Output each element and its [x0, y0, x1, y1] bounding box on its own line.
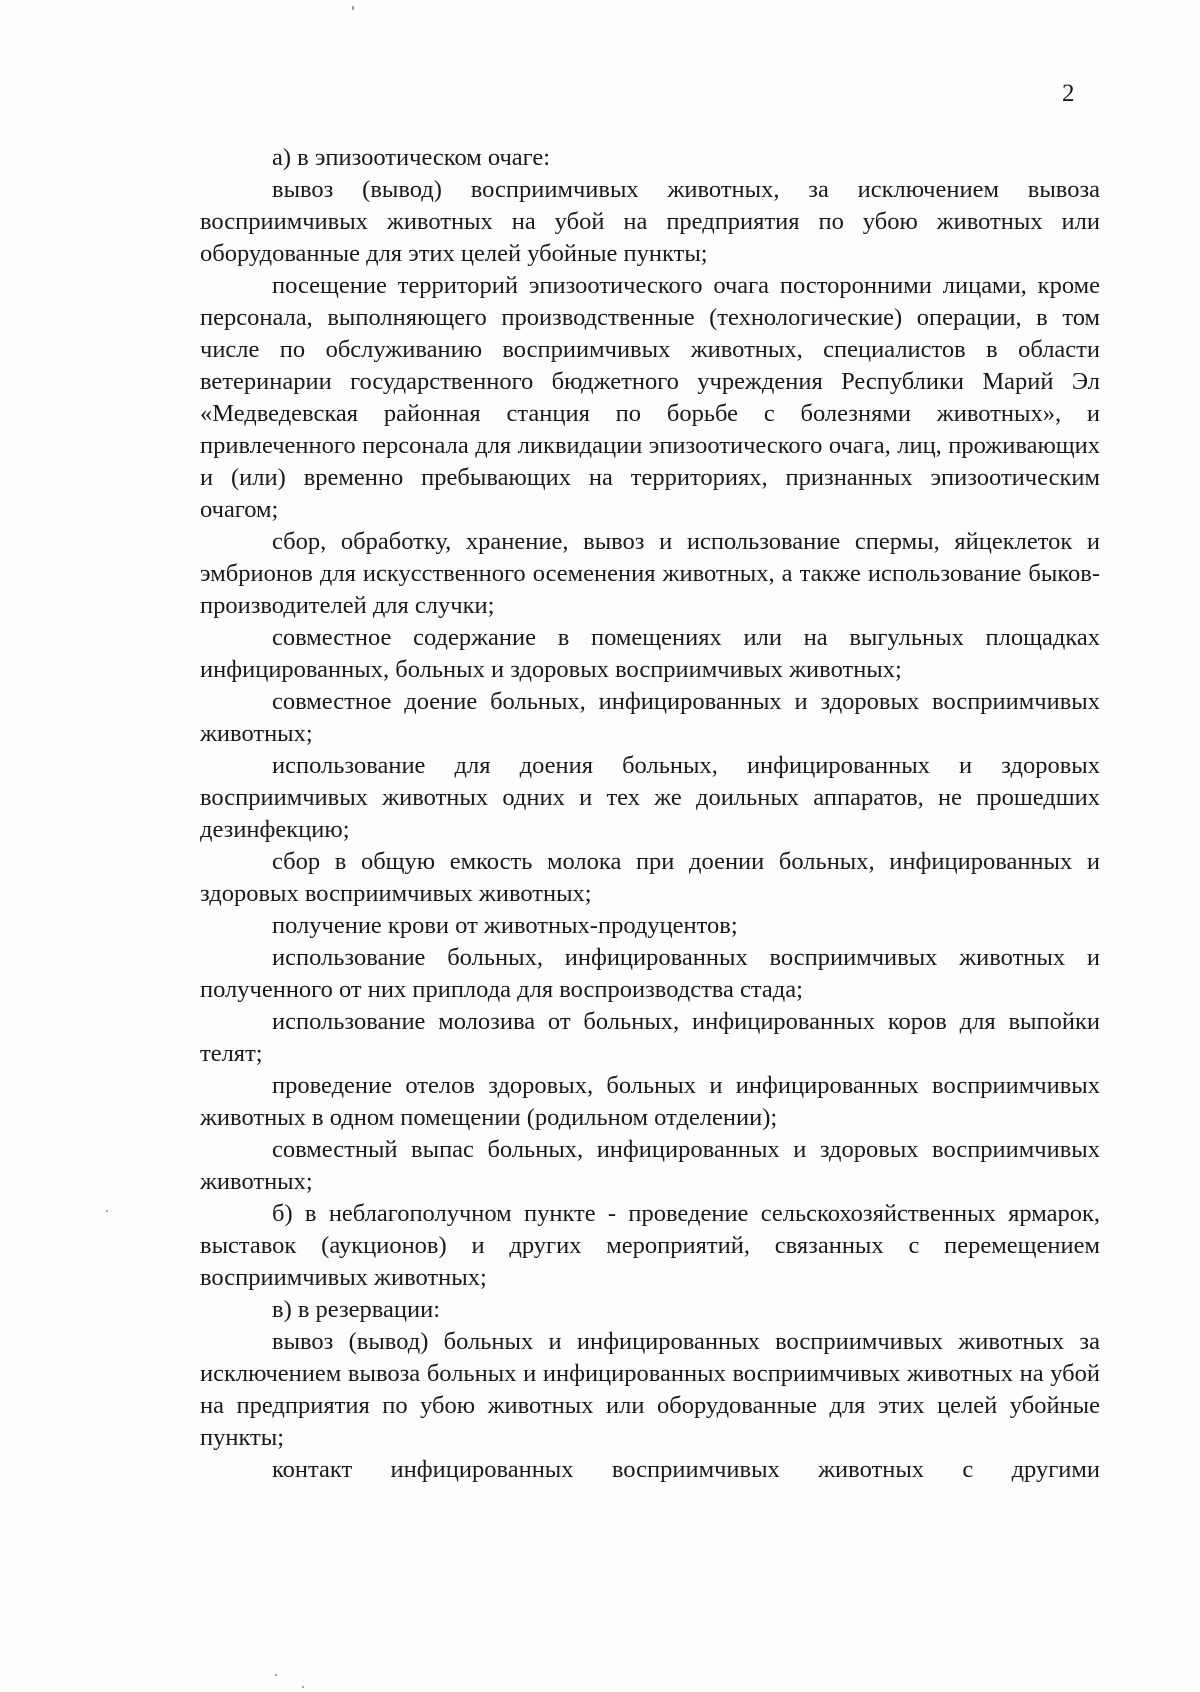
paragraph: б) в неблагополучном пункте - проведение сельскохозяйственных ярмарок, выставок (аукционов) и других мероприятий, связанных с перемещением восприимчивых животных; [200, 1200, 1100, 1291]
paragraph: посещение территорий эпизоотического очага посторонними лицами, кроме персонала, выполняющего производственные (технологические) операции, в том числе по обслуживанию восприимчивых животных, специалистов в области ветеринарии государственного бюджетного учреждения Республики Марий Эл «Медведевская районная станция по борьбе с болезнями животных», и привлеченного персонала для ликвидации эпизоотического очага, лиц, проживающих и (или) временно пребывающих на территориях, признанных эпизоотическим очагом; [200, 272, 1100, 523]
paragraph: совместное доение больных, инфицированных и здоровых восприимчивых животных; [200, 688, 1100, 747]
page-number: 2 [1062, 80, 1075, 107]
document-body [200, 142, 1100, 1486]
paragraph: использование для доения больных, инфицированных и здоровых восприимчивых животных одних и тех же доильных аппаратов, не прошедших дезинфекцию; [200, 752, 1100, 843]
scan-speck [352, 6, 354, 10]
paragraph: контакт инфицированных восприимчивых животных с другими [272, 1456, 1100, 1483]
paragraph: использование молозива от больных, инфицированных коров для выпойки телят; [200, 1008, 1100, 1067]
paragraph: а) в эпизоотическом очаге: [272, 144, 551, 171]
scan-speck [106, 1210, 108, 1212]
scan-speck [275, 1674, 277, 1676]
paragraph: вывоз (вывод) больных и инфицированных восприимчивых животных за исключением вывоза больных и инфицированных восприимчивых животных на убой на предприятия по убою животных или оборудованные для этих целей убойные пункты; [200, 1328, 1100, 1451]
paragraph: совместный выпас больных, инфицированных и здоровых восприимчивых животных; [200, 1136, 1100, 1195]
paragraph: сбор, обработку, хранение, вывоз и использование спермы, яйцеклеток и эмбрионов для искусственного осеменения животных, а также использование быков-производителей для случки; [200, 528, 1100, 619]
paragraph: вывоз (вывод) восприимчивых животных, за исключением вывоза восприимчивых животных на убой на предприятия по убою животных или оборудованные для этих целей убойные пункты; [200, 176, 1100, 267]
scan-speck [302, 1686, 304, 1688]
paragraph: использование больных, инфицированных восприимчивых животных и полученного от них приплода для воспроизводства стада; [200, 944, 1100, 1003]
paragraph: получение крови от животных-продуцентов; [272, 912, 738, 939]
paragraph: совместное содержание в помещениях или на выгульных площадках инфицированных, больных и здоровых восприимчивых животных; [200, 624, 1100, 683]
paragraph: в) в резервации: [272, 1296, 441, 1323]
paragraph: проведение отелов здоровых, больных и инфицированных восприимчивых животных в одном помещении (родильном отделении); [200, 1072, 1100, 1131]
paragraph: сбор в общую емкость молока при доении больных, инфицированных и здоровых восприимчивых животных; [200, 848, 1100, 907]
